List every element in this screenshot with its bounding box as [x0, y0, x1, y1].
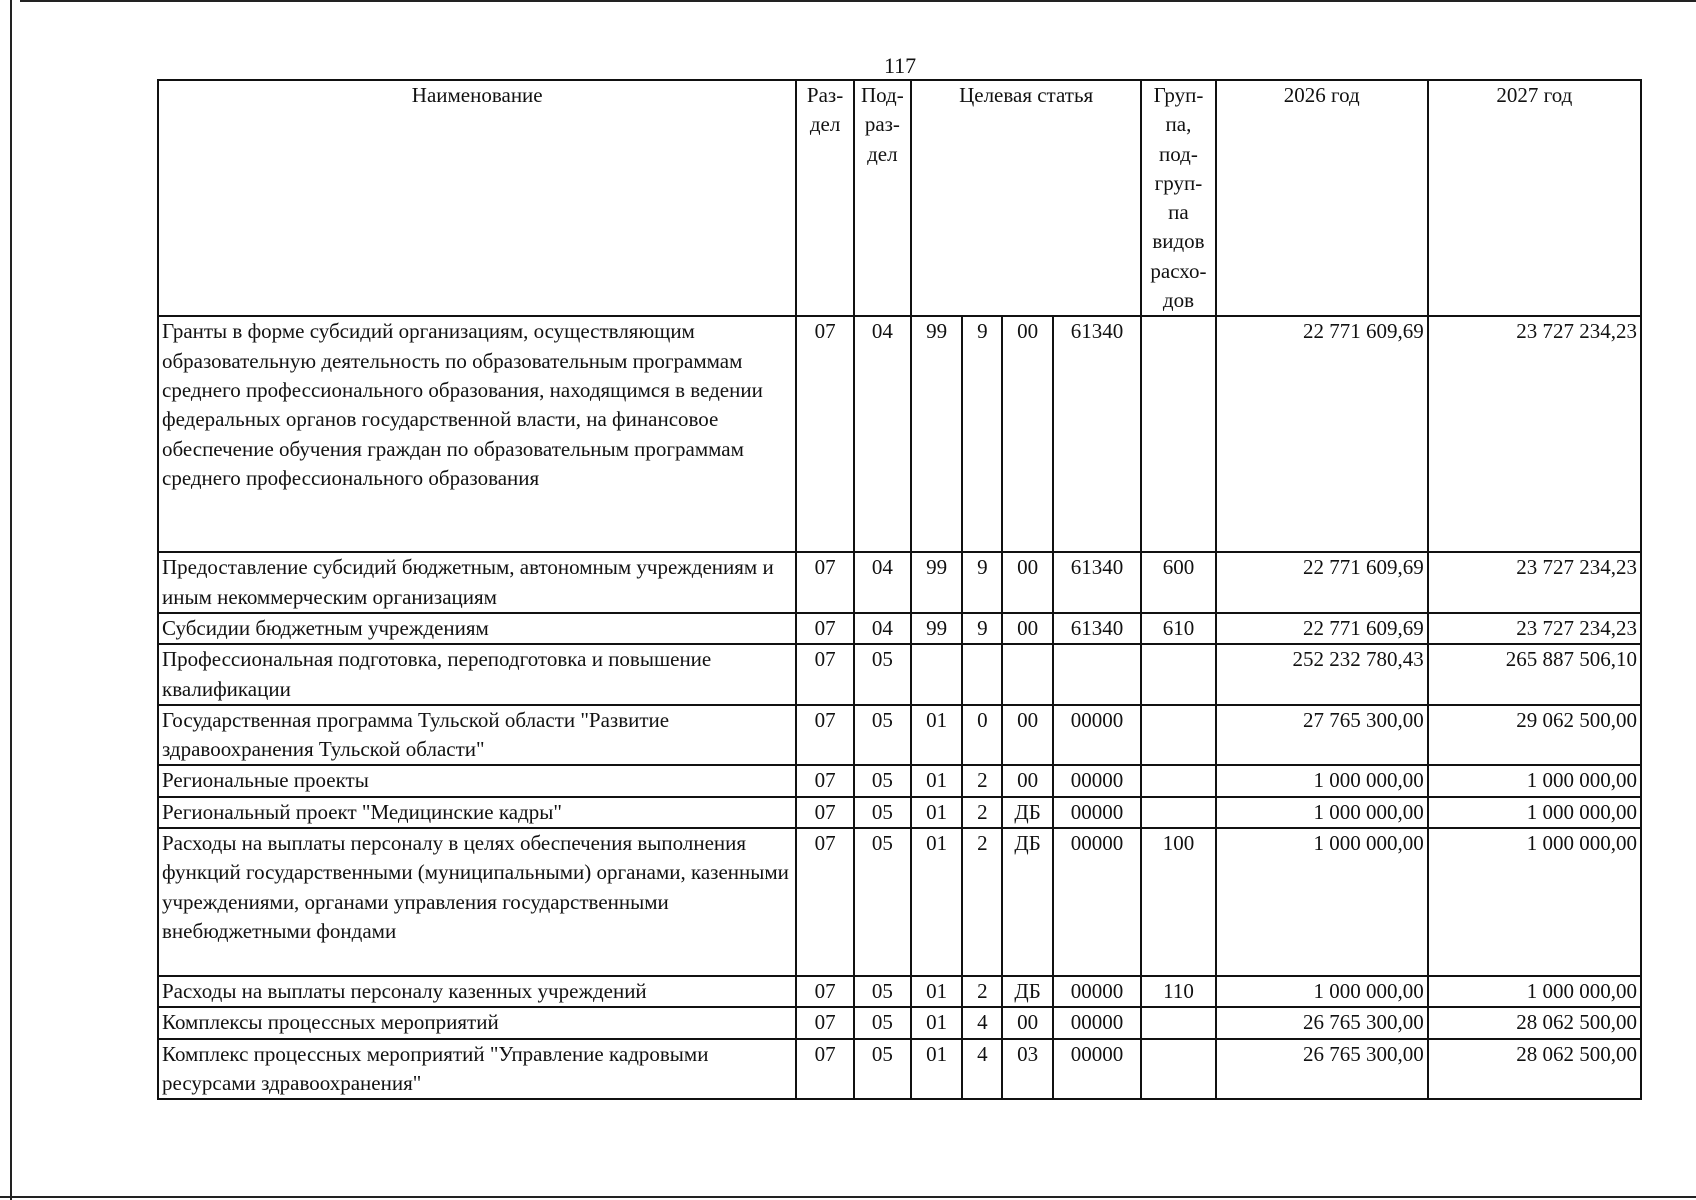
row-target-type — [962, 644, 1002, 705]
budget-table — [157, 79, 1642, 1100]
row-amount-2027: 265 887 506,10 — [1428, 644, 1641, 705]
row-expense-group — [1141, 1039, 1215, 1100]
row-expense-group — [1141, 705, 1215, 766]
row-section: 07 — [796, 613, 853, 644]
row-target-program: 01 — [911, 828, 962, 976]
table-header — [158, 80, 1641, 316]
row-target-element: ДБ — [1002, 828, 1052, 976]
row-amount-2027: 29 062 500,00 — [1428, 705, 1641, 766]
page-edge-left — [10, 0, 12, 1200]
row-target-program: 01 — [911, 1007, 962, 1038]
row-amount-2027: 1 000 000,00 — [1428, 976, 1641, 1007]
page-edge-bottom — [0, 1196, 1696, 1198]
row-amount-2026: 26 765 300,00 — [1216, 1039, 1428, 1100]
row-section: 07 — [796, 1039, 853, 1100]
row-target-direction: 61340 — [1053, 613, 1142, 644]
row-name: Государственная программа Тульской области "Развитие здравоохранения Тульской области" — [158, 705, 796, 766]
row-amount-2027: 23 727 234,23 — [1428, 316, 1641, 552]
table-row — [158, 1007, 1641, 1038]
row-target-element: ДБ — [1002, 797, 1052, 828]
row-section: 07 — [796, 765, 853, 796]
row-target-type: 2 — [962, 976, 1002, 1007]
row-target-program: 99 — [911, 613, 962, 644]
row-amount-2026: 1 000 000,00 — [1216, 797, 1428, 828]
row-subsection: 05 — [854, 976, 911, 1007]
row-subsection: 04 — [854, 613, 911, 644]
row-target-direction — [1053, 644, 1142, 705]
row-expense-group: 100 — [1141, 828, 1215, 976]
row-target-type: 4 — [962, 1039, 1002, 1100]
row-section: 07 — [796, 828, 853, 976]
row-name: Региональный проект "Медицинские кадры" — [158, 797, 796, 828]
row-amount-2027: 1 000 000,00 — [1428, 765, 1641, 796]
row-amount-2027: 23 727 234,23 — [1428, 552, 1641, 613]
page-edge-top — [20, 0, 1696, 2]
row-name: Комплексы процессных мероприятий — [158, 1007, 796, 1038]
row-subsection: 05 — [854, 644, 911, 705]
table-row — [158, 613, 1641, 644]
header-target-article: Целевая статья — [911, 80, 1141, 316]
row-name: Гранты в форме субсидий организациям, осуществляющим образовательную деятельность по образовательным программам среднего профессионального образования, находящимся в ведении федеральных органов государственной власти, на финансовое обеспечение обучения граждан по образовательным программам среднего профессионального образования — [158, 316, 796, 552]
row-section: 07 — [796, 797, 853, 828]
row-expense-group — [1141, 316, 1215, 552]
row-target-type: 4 — [962, 1007, 1002, 1038]
row-target-direction: 00000 — [1053, 976, 1142, 1007]
row-name: Субсидии бюджетным учреждениям — [158, 613, 796, 644]
table-row — [158, 976, 1641, 1007]
table-row — [158, 797, 1641, 828]
row-target-type: 2 — [962, 797, 1002, 828]
row-target-direction: 00000 — [1053, 797, 1142, 828]
header-year-2026: 2026 год — [1216, 80, 1428, 316]
row-subsection: 04 — [854, 552, 911, 613]
row-target-direction: 00000 — [1053, 765, 1142, 796]
row-section: 07 — [796, 552, 853, 613]
row-name: Профессиональная подготовка, переподготовка и повышение квалификации — [158, 644, 796, 705]
row-expense-group: 600 — [1141, 552, 1215, 613]
row-target-element: 00 — [1002, 705, 1052, 766]
row-expense-group: 110 — [1141, 976, 1215, 1007]
row-section: 07 — [796, 976, 853, 1007]
row-section: 07 — [796, 1007, 853, 1038]
row-expense-group — [1141, 797, 1215, 828]
row-subsection: 05 — [854, 705, 911, 766]
row-target-direction: 00000 — [1053, 705, 1142, 766]
row-target-element: 00 — [1002, 765, 1052, 796]
row-target-element: 00 — [1002, 1007, 1052, 1038]
row-name: Комплекс процессных мероприятий "Управление кадровыми ресурсами здравоохранения" — [158, 1039, 796, 1100]
row-target-program: 99 — [911, 552, 962, 613]
table-row — [158, 765, 1641, 796]
table-row — [158, 316, 1641, 552]
header-expense-group: Груп- па, под- груп- па видов расхо- дов — [1141, 80, 1215, 316]
row-target-element: ДБ — [1002, 976, 1052, 1007]
table-row — [158, 828, 1641, 976]
row-target-program: 99 — [911, 316, 962, 552]
header-subsection: Под- раз- дел — [854, 80, 911, 316]
row-name: Расходы на выплаты персоналу казенных учреждений — [158, 976, 796, 1007]
page-number: 117 — [884, 53, 917, 78]
header-year-2027: 2027 год — [1428, 80, 1641, 316]
header-name: Наименование — [158, 80, 796, 316]
row-target-type: 0 — [962, 705, 1002, 766]
header-section: Раз- дел — [796, 80, 853, 316]
row-amount-2026: 26 765 300,00 — [1216, 1007, 1428, 1038]
row-target-program: 01 — [911, 797, 962, 828]
row-section: 07 — [796, 316, 853, 552]
row-subsection: 04 — [854, 316, 911, 552]
row-amount-2026: 27 765 300,00 — [1216, 705, 1428, 766]
row-target-element: 00 — [1002, 316, 1052, 552]
row-target-program: 01 — [911, 1039, 962, 1100]
row-name: Расходы на выплаты персоналу в целях обеспечения выполнения функций государственными (муниципальными) органами, казенными учреждениями, органами управления государственными внебюджетными фондами — [158, 828, 796, 976]
row-subsection: 05 — [854, 797, 911, 828]
row-amount-2026: 1 000 000,00 — [1216, 828, 1428, 976]
row-section: 07 — [796, 705, 853, 766]
row-target-type: 2 — [962, 765, 1002, 796]
row-target-type: 2 — [962, 828, 1002, 976]
row-amount-2027: 23 727 234,23 — [1428, 613, 1641, 644]
row-subsection: 05 — [854, 1007, 911, 1038]
row-amount-2027: 28 062 500,00 — [1428, 1007, 1641, 1038]
row-amount-2026: 22 771 609,69 — [1216, 552, 1428, 613]
table-row — [158, 644, 1641, 705]
table-body — [158, 316, 1641, 1099]
row-target-type: 9 — [962, 552, 1002, 613]
row-target-element: 00 — [1002, 552, 1052, 613]
row-target-element: 03 — [1002, 1039, 1052, 1100]
row-target-program: 01 — [911, 705, 962, 766]
row-amount-2026: 22 771 609,69 — [1216, 613, 1428, 644]
row-target-direction: 61340 — [1053, 316, 1142, 552]
row-amount-2027: 1 000 000,00 — [1428, 828, 1641, 976]
row-subsection: 05 — [854, 828, 911, 976]
row-name: Региональные проекты — [158, 765, 796, 796]
row-target-element — [1002, 644, 1052, 705]
row-amount-2026: 22 771 609,69 — [1216, 316, 1428, 552]
row-target-element: 00 — [1002, 613, 1052, 644]
row-target-program: 01 — [911, 976, 962, 1007]
row-target-type: 9 — [962, 613, 1002, 644]
table-row — [158, 1039, 1641, 1100]
row-section: 07 — [796, 644, 853, 705]
table-row — [158, 552, 1641, 613]
row-amount-2026: 1 000 000,00 — [1216, 765, 1428, 796]
row-target-direction: 00000 — [1053, 1039, 1142, 1100]
row-subsection: 05 — [854, 765, 911, 796]
row-target-direction: 00000 — [1053, 828, 1142, 976]
row-target-program: 01 — [911, 765, 962, 796]
row-amount-2027: 1 000 000,00 — [1428, 797, 1641, 828]
row-target-direction: 00000 — [1053, 1007, 1142, 1038]
header-row — [158, 80, 1641, 316]
row-target-direction: 61340 — [1053, 552, 1142, 613]
row-amount-2026: 252 232 780,43 — [1216, 644, 1428, 705]
row-amount-2027: 28 062 500,00 — [1428, 1039, 1641, 1100]
table-row — [158, 705, 1641, 766]
row-subsection: 05 — [854, 1039, 911, 1100]
row-name: Предоставление субсидий бюджетным, автономным учреждениям и иным некоммерческим организациям — [158, 552, 796, 613]
row-target-type: 9 — [962, 316, 1002, 552]
row-expense-group — [1141, 765, 1215, 796]
row-amount-2026: 1 000 000,00 — [1216, 976, 1428, 1007]
row-target-program — [911, 644, 962, 705]
row-expense-group — [1141, 644, 1215, 705]
row-expense-group — [1141, 1007, 1215, 1038]
row-expense-group: 610 — [1141, 613, 1215, 644]
